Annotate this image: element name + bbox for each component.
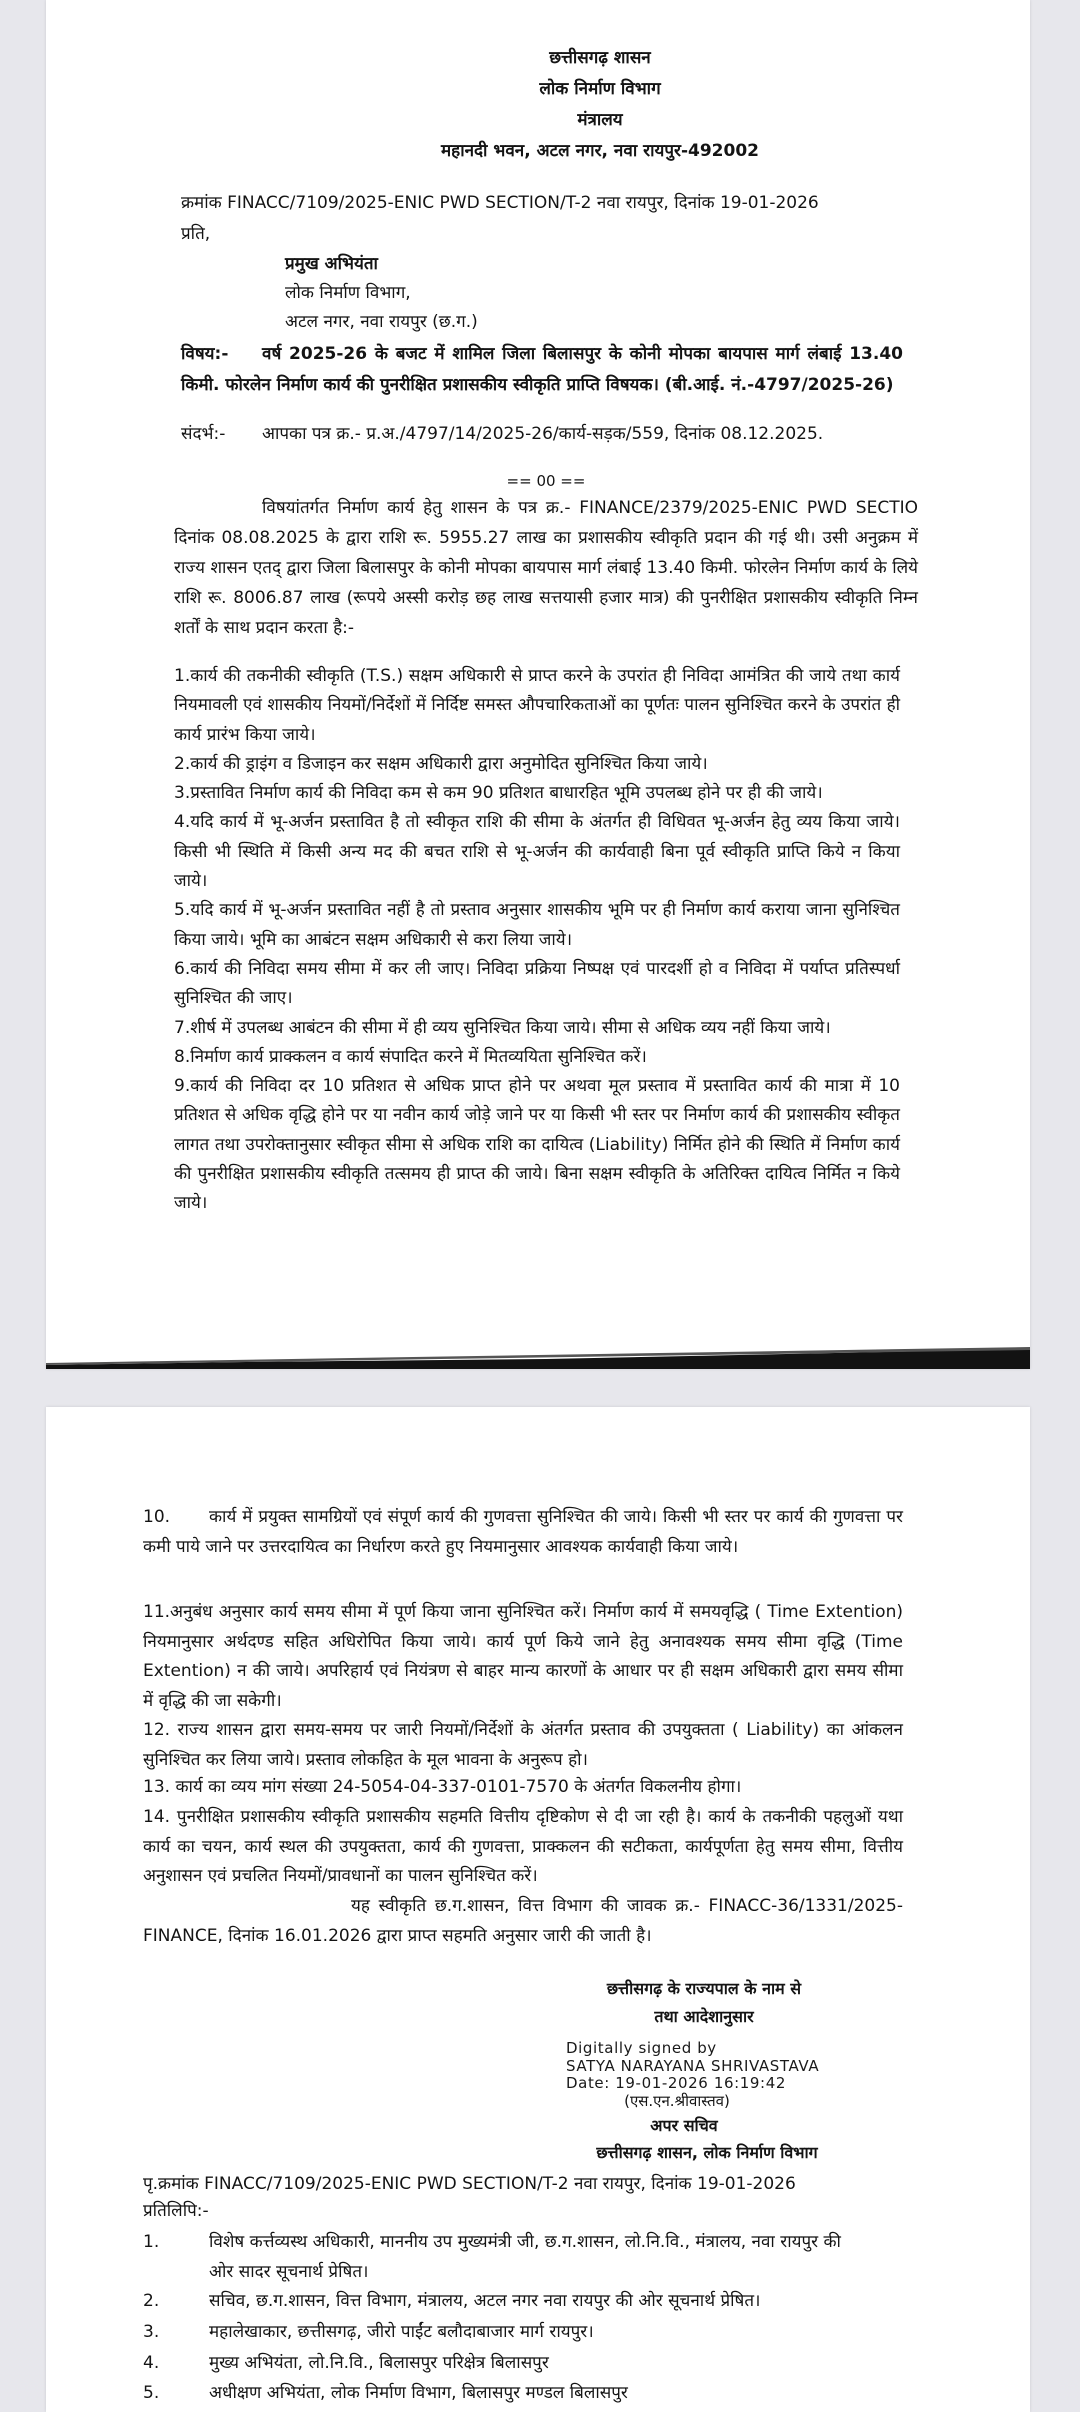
body-paragraph: विषयांतर्गत निर्माण कार्य हेतु शासन के पत्र क्र.- FINANCE/2379/2025-ENIC PWD SECTIO दिनांक 08.08.2025 के द्वारा राशि रू. 5955.27 लाख का प्रशासकीय स्वीकृति प्रदान की गई थी। उसी अनुक्रम में राज्य शासन एतद् द्वारा जिला बिलासपुर के कोनी मोपका बायपास मार्ग लंबाई 13.40 किमी. फोरलेन निर्माण कार्य के लिये राशि रू. 8006.87 लाख (रूपये अस्सी करोड़ छह लाख सत्तयासी हजार मात्र) की पुनरीक्षित प्रशासकीय स्वीकृति निम्न शर्तों के साथ प्रदान करता है:- — [174, 498, 918, 638]
copy-number: 3. — [143, 2322, 160, 2342]
condition-item: 7.शीर्ष में उपलब्ध आबंटन की सीमा में ही व्यय सुनिश्चित किया जाये। सीमा से अधिक व्यय नहीं किया जाये। — [174, 1017, 831, 1038]
condition-item: 2.कार्य की ड्राइंग व डिजाइन कर सक्षम अधिकारी द्वारा अनुमोदित सुनिश्चित किया जाये। — [174, 753, 708, 774]
approval-paragraph: यह स्वीकृति छ.ग.शासन, वित्त विभाग की जावक क्र.- FINACC-36/1331/2025-FINANCE, दिनांक 16.01.2026 द्वारा प्राप्त सहमति अनुसार जारी की जाती है। — [143, 1896, 903, 1946]
condition-item: 6.कार्य की निविदा समय सीमा में कर ली जाए। निविदा प्रक्रिया निष्पक्ष एवं पारदर्शी हो व निविदा में पर्याप्त प्रतिस्पर्धा सुनिश्चित की जाए। — [174, 958, 900, 1009]
condition-item: 9.कार्य की निविदा दर 10 प्रतिशत से अधिक प्राप्त होने पर अथवा मूल प्रस्ताव में प्रस्तावित कार्य की मात्रा में 10 प्रतिशत से अधिक वृद्धि होने पर या नवीन कार्य जोड़े जाने पर या किसी भी स्तर पर निर्माण कार्य की प्रशासकीय स्वीकृत लागत तथा उपरोक्तानुसार स्वीकृत सीमा से अधिक राशि का दायित्व (Liability) निर्मित होने की स्थिति में निर्माण कार्य की पुनरीक्षित प्रशासकीय स्वीकृति तत्समय ही प्राप्त की जाये। बिना सक्षम स्वीकृति के अतिरिक्त दायित्व निर्मित न किये जाये। — [174, 1076, 900, 1214]
signature-order-line: तथा आदेशानुसार — [654, 2007, 754, 2026]
copy-text: अधीक्षण अभियंता, लोक निर्माण विभाग, बिलासपुर मण्डल बिलासपुर — [209, 2383, 628, 2403]
copy-recipient — [143, 2349, 903, 2379]
endorsement-reference: पृ.क्रमांक FINACC/7109/2025-ENIC PWD SECTION/T-2 नवा रायपुर, दिनांक 19-01-2026 — [143, 2174, 796, 2194]
condition-item: 1.कार्य की तकनीकी स्वीकृति (T.S.) सक्षम अधिकारी से प्राप्त करने के उपरांत ही निविदा आमंत्रित की जाये तथा कार्य नियमावली एवं शासकीय नियमों/निर्देशों में निर्दिष्ट समस्त औपचारिकताओं का पूर्णतः पालन सुनिश्चित करने के उपरांत ही कार्य प्रारंभ किया जाये। — [174, 666, 900, 745]
subject-text: वर्ष 2025-26 के बजट में शामिल जिला बिलासपुर के कोनी मोपका बायपास मार्ग लंबाई 13.40 किमी. फोरलेन निर्माण कार्य की पुनरीक्षित प्रशासकीय स्वीकृति प्राप्ति विषयक। (बी.आई. नं.-4797/2025-26) — [181, 344, 903, 395]
copy-text: महालेखाकार, छत्तीसगढ़, जीरो पाईंट बलौदाबाजार मार्ग रायपुर। — [209, 2322, 594, 2342]
scan-shadow-edge — [46, 1345, 1030, 1369]
addressee-department: लोक निर्माण विभाग, — [285, 283, 411, 303]
conditions-list — [174, 662, 900, 1219]
copy-number: 5. — [143, 2383, 160, 2403]
reference-text: आपका पत्र क्र.- प्र.अ./4797/14/2025-26/कार्य-सड़क/559, दिनांक 08.12.2025. — [262, 424, 824, 444]
condition-item: 11.अनुबंध अनुसार कार्य समय सीमा में पूर्ण किया जाना सुनिश्चित करें। निर्माण कार्य में समयवृद्धि ( Time Extention) नियमानुसार अर्थदण्ड सहित अधिरोपित किया जाये। कार्य पूर्ण किये जाने हेतु अनावश्यक समय सीमा वृद्धि (Time Extention) न की जाये। अपरिहार्य एवं नियंत्रण से बाहर मान्य कारणों के आधार पर ही सक्षम अधिकारी द्वारा समय सीमा में वृद्धि की जा सकेगी। — [143, 1602, 903, 1711]
digital-signature-date: Date: 19-01-2026 16:19:42 — [566, 2074, 786, 2092]
letterhead-government: छत्तीसगढ़ शासन — [549, 48, 651, 68]
digital-signature — [566, 2040, 819, 2093]
signer-name: (एस.एन.श्रीवास्तव) — [624, 2092, 730, 2110]
signer-department: छत्तीसगढ़ शासन, लोक निर्माण विभाग — [596, 2143, 818, 2162]
condition-item: 5.यदि कार्य में भू-अर्जन प्रस्तावित नहीं है तो प्रस्ताव अनुसार शासकीय भूमि पर ही निर्माण कार्य कराया जाना सुनिश्चित किया जाये। भूमि का आबंटन सक्षम अधिकारी से करा लिया जाये। — [174, 900, 900, 950]
copy-number: 4. — [143, 2353, 160, 2373]
subject — [181, 339, 903, 401]
addressee-title: प्रमुख अभियंता — [285, 254, 378, 274]
condition-item: 3.प्रस्तावित निर्माण कार्य की निविदा कम से कम 90 प्रतिशत बाधारहित भूमि उपलब्ध होने पर ही की जाये। — [174, 783, 823, 804]
condition-item: 8.निर्माण कार्य प्राक्कलन व कार्य संपादित करने में मितव्ययिता सुनिश्चित करें। — [174, 1046, 647, 1067]
document-page-2 — [46, 1407, 1030, 2412]
condition-item: 14. पुनरीक्षित प्रशासकीय स्वीकृति प्रशासकीय सहमति वित्तीय दृष्टिकोण से दी जा रही है। कार्य के तकनीकी पहलुओं यथा कार्य का चयन, कार्य स्थल की उपयुक्तता, कार्य की गुणवत्ता, प्राक्कलन की सटीकता, कार्यपूर्णता हेतु समय सीमा, वित्तीय अनुशासन एवं प्रचलित नियमों/प्रावधानों का पालन सुनिश्चित करें। — [143, 1807, 903, 1886]
subject-label: विषय:- — [181, 344, 229, 364]
letterhead-department: लोक निर्माण विभाग — [539, 79, 661, 99]
copy-to-label: प्रतिलिपि:- — [143, 2201, 209, 2221]
letterhead — [300, 43, 900, 167]
copy-text: मुख्य अभियंता, लो.नि.वि., बिलासपुर परिक्षेत्र बिलासपुर — [209, 2353, 549, 2373]
addressee-block — [285, 250, 478, 337]
letterhead-ministry: मंत्रालय — [577, 110, 623, 130]
document-page-1 — [46, 0, 1030, 1369]
copy-text: सचिव, छ.ग.शासन, वित्त विभाग, मंत्रालय, अटल नगर नवा रायपुर की ओर सूचनार्थ प्रेषित। — [209, 2291, 761, 2311]
copy-number: 2. — [143, 2291, 160, 2311]
signer-designation: अपर सचिव — [650, 2116, 718, 2135]
copy-text: विशेष कर्त्तव्यस्थ अधिकारी, माननीय उप मुख्यमंत्री जी, छ.ग.शासन, लो.नि.वि., मंत्रालय, नवा रायपुर की ओर सादर सूचनार्थ प्रेषित। — [209, 2232, 841, 2282]
condition-item: 13. कार्य का व्यय मांग संख्या 24-5054-04-337-0101-7570 के अंतर्गत विकलनीय होगा। — [143, 1777, 742, 1797]
reference-number: क्रमांक FINACC/7109/2025-ENIC PWD SECTION/T-2 नवा रायपुर, दिनांक 19-01-2026 — [181, 193, 819, 213]
reference-label: संदर्भ:- — [181, 424, 226, 444]
digital-signature-signer: SATYA NARAYANA SHRIVASTAVA — [566, 2056, 820, 2075]
salutation: प्रति, — [181, 224, 211, 244]
condition-number: 10. — [143, 1507, 171, 1527]
copy-recipient — [143, 2318, 903, 2348]
reference — [181, 419, 941, 449]
condition-item — [143, 1503, 903, 1562]
condition-item: 4.यदि कार्य में भू-अर्जन प्रस्तावित है तो स्वीकृत राशि की सीमा के अंतर्गत ही विधिवत भू-अर्जन हेतु व्यय किया जाये। किसी भी स्थिति में किसी अन्य मद की बचत राशि से भू-अर्जन की कार्यवाही बिना पूर्व स्वीकृति प्राप्ति किये न किया जाये। — [174, 812, 900, 892]
signature-authority-line: छत्तीसगढ़ के राज्यपाल के नाम से — [606, 1979, 802, 1998]
section-divider: == 00 == — [506, 472, 586, 490]
letterhead-address: महानदी भवन, अटल नगर, नवा रायपुर-492002 — [441, 141, 759, 161]
copy-recipient — [143, 2379, 903, 2409]
condition-item: 12. राज्य शासन द्वारा समय-समय पर जारी नियमों/निर्देशों के अंतर्गत प्रस्ताव की उपयुक्तता ( Liability) का आंकलन सुनिश्चित कर लिया जाये। प्रस्ताव लोकहित के मूल भावना के अनुरूप हो। — [143, 1720, 903, 1770]
condition-text: कार्य में प्रयुक्त सामग्रियों एवं संपूर्ण कार्य की गुणवत्ता सुनिश्चित की जाये। किसी भी स्तर पर कार्य की गुणवत्ता पर कमी पाये जाने पर उत्तरदायित्व का निर्धारण करते हुए नियमानुसार आवश्यक कार्यवाही किया जाये। — [143, 1507, 903, 1557]
addressee-address: अटल नगर, नवा रायपुर (छ.ग.) — [285, 312, 478, 332]
copy-recipient — [143, 2287, 903, 2317]
digital-signature-caption: Digitally signed by — [566, 2039, 717, 2057]
copy-recipient — [143, 2228, 903, 2287]
copy-number: 1. — [143, 2232, 160, 2252]
